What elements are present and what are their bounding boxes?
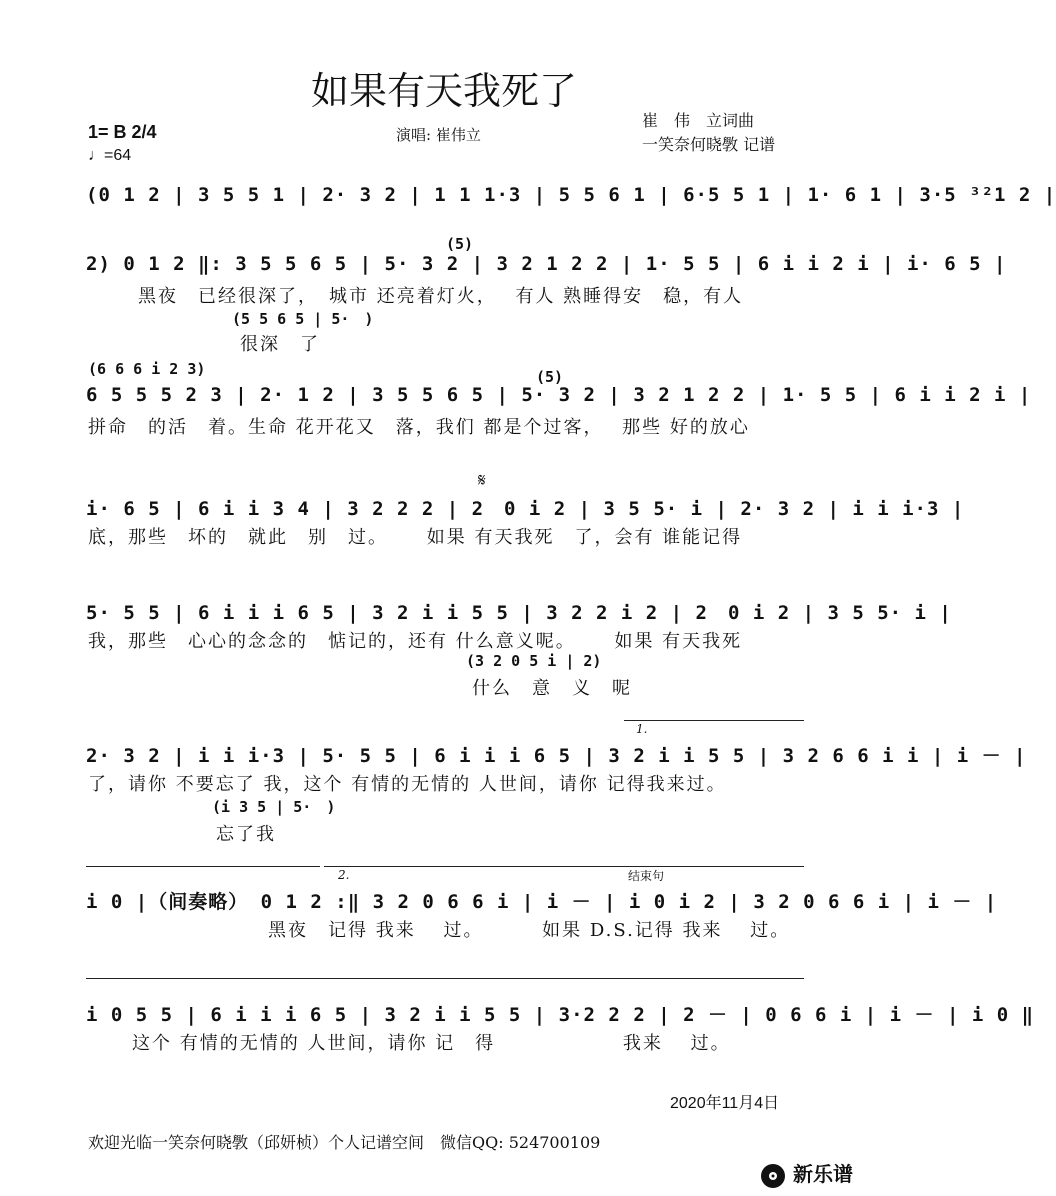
ending-label: 结束句: [628, 869, 665, 883]
score-row-2-notes: 2) 0 1 2 ‖: 3 5 5 6 5 | 5· 3 2 | 3 2 1 2 2 | 1· 5 5 | 6 i i 2 i | i· 6 5 |: [86, 253, 1007, 275]
score-row-8-lyrics: 这个 有情的无情的 人世间，请你 记 得 我来 过。: [132, 1033, 731, 1054]
segno-sign: 𝄋: [478, 470, 486, 491]
page-title: 如果有天我死了: [310, 69, 577, 113]
score-row-4-notes: i· 6 5 | 6 i i 3 4 | 3 2 2 2 | 2 0 i 2 | 3 5 5· i | 2· 3 2 | i i i·3 |: [86, 498, 965, 520]
key-signature: 1= B 2/4: [88, 122, 157, 142]
score-row-5-lyrics: 我，那些 心心的念念的 惦记的，还有 什么意义呢。 如果 有天我死: [88, 631, 743, 652]
score-row-1-notes: (0 1 2 | 3 5 5 1 | 2· 3 2 | 1 1 1·3 | 5 5 6 1 | 6·5 5 1 | 1· 6 1 | 3·5 ³²1 2 |: [86, 184, 1056, 206]
score-row-3-alt-notes: (6 6 6 i 2 3): [88, 360, 206, 378]
score-row-4-lyrics: 底，那些 坏的 就此 别 过。 如果 有天我死 了，会有 谁能记得: [88, 527, 743, 548]
score-row-2-alt-notes: (5 5 6 5 | 5· ): [232, 310, 374, 328]
triplet-marker-2: (5): [536, 368, 564, 386]
score-row-7-lyrics: 黑夜 记得 我来 过。 如果 D.S.记得 我来 过。: [268, 920, 791, 941]
music-disc-icon: [760, 1163, 786, 1189]
volta-1-label: 1.: [636, 722, 648, 736]
score-row-5-alt-lyrics: 什么 意 义 呢: [472, 678, 632, 699]
score-row-5-notes: 5· 5 5 | 6 i i i 6 5 | 3 2 i i 5 5 | 3 2 2 i 2 | 2 0 i 2 | 3 5 5· i |: [86, 602, 952, 624]
score-row-5-alt-notes: (3 2 0 5 i | 2): [466, 652, 602, 670]
site-logo: [760, 1158, 853, 1189]
score-row-6-lyrics: 了，请你 不要忘了 我，这个 有情的无情的 人世间，请你 记得我来过。: [88, 774, 727, 795]
score-row-6-alt-lyrics: 忘了我: [216, 824, 276, 845]
score-row-6-notes: 2· 3 2 | i i i·3 | 5· 5 5 | 6 i i i 6 5 | 3 2 i i 5 5 | 3 2 6 6 i i | i － |: [86, 745, 1027, 767]
score-row-2-alt-lyrics: 很深 了: [240, 334, 320, 355]
score-row-2-lyrics: 黑夜 已经很深了， 城市 还亮着灯火， 有人 熟睡得安 稳，有人: [138, 286, 744, 307]
transcriber-credit: 一笑奈何晓斆 记谱: [642, 135, 776, 154]
volta-2-label: 2.: [338, 868, 350, 882]
site-logo-text: 新乐谱: [792, 1162, 853, 1186]
composer-credit: 崔 伟 立词曲: [642, 111, 755, 130]
triplet-marker: (5): [446, 235, 474, 253]
score-row-6-alt-notes: (i 3 5 | 5· ): [212, 798, 336, 816]
score-row-8-notes: i 0 5 5 | 6 i i i 6 5 | 3 2 i i 5 5 | 3·2 2 2 | 2 － | 0 6 6 i | i － | i 0 ‖: [86, 1004, 1035, 1026]
score-row-7-notes: i 0 |（间奏略） 0 1 2 :‖ 3 2 0 6 6 i | i － | i 0 i 2 | 3 2 0 6 6 i | i － |: [86, 891, 998, 913]
footer-credit: 欢迎光临一笑奈何晓斆（邱妍桢）个人记谱空间 微信QQ: 524700109: [88, 1133, 601, 1152]
date-stamp: 2020年11月4日: [670, 1095, 780, 1112]
score-row-3-notes: 6 5 5 5 2 3 | 2· 1 2 | 3 5 5 6 5 | 5· 3 2 | 3 2 1 2 2 | 1· 5 5 | 6 i i 2 i |: [86, 384, 1032, 406]
tempo-marking: ♩=64: [88, 147, 132, 164]
score-row-3-lyrics: 拼命 的活 着。生命 花开花又 落，我们 都是个过客， 那些 好的放心: [88, 417, 750, 438]
singer-credit: 演唱: 崔伟立: [396, 126, 481, 144]
